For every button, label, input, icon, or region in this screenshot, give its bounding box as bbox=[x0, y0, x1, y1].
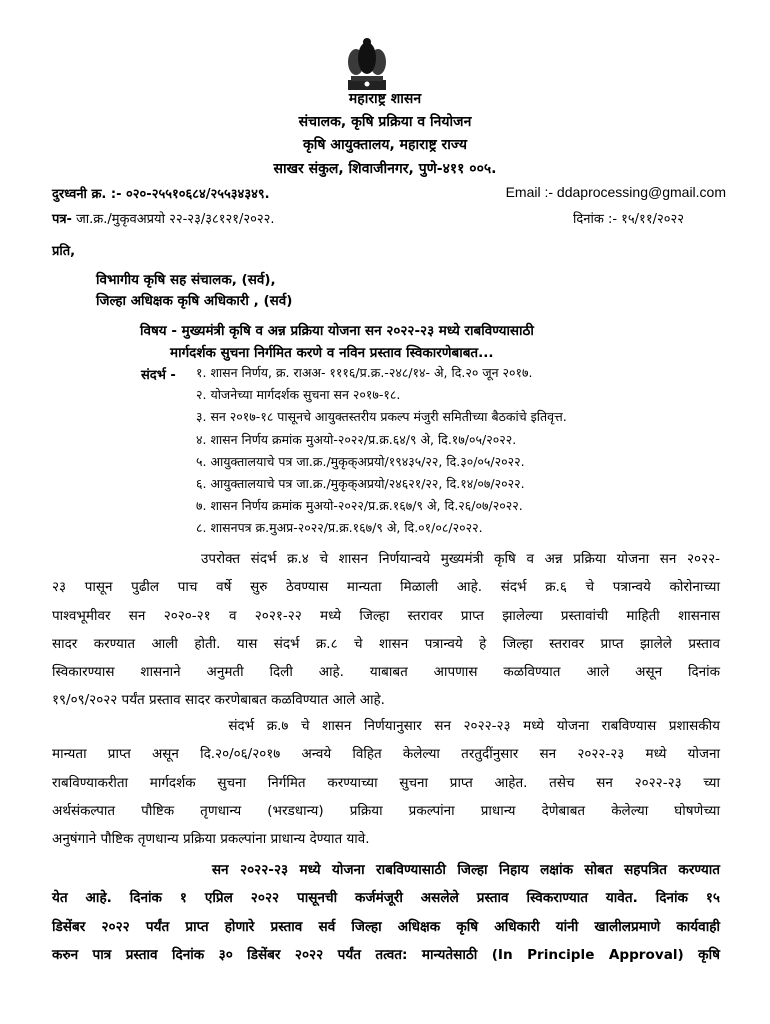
letter-label: पत्र- bbox=[52, 212, 72, 227]
reference-item: ६. आयुक्तालयाचे पत्र जा.क्र./मुकृक्अप्रयो/२४६२१/२२, दि.१४/०७/२०२२. bbox=[196, 475, 525, 491]
reference-item: ४. शासन निर्णय क्रमांक मुअयो-२०२२/प्र.क्र.६४/९ अे, दि.१७/०५/२०२२. bbox=[196, 431, 517, 447]
paragraph-line: अनुषंगाने पौष्टिक तृणधान्य प्रक्रिया प्रकल्पांना प्राधान्य देण्यात यावे. bbox=[52, 831, 370, 848]
letter-number: जा.क्र./मुकृवअप्रयो २२-२३/३८१२१/२०२२. bbox=[71, 212, 275, 227]
reference-item: २. योजनेच्या मार्गदर्शक सुचना सन २०१७-१८. bbox=[196, 387, 401, 403]
addressee-line-1: विभागीय कृषि सह संचालक, (सर्व), bbox=[96, 272, 276, 288]
paragraph-line: स्विकारण्यास शासनाने अनुमती दिली आहे. याबाबत आपणास कळविण्यात आले असून दिनांक bbox=[52, 664, 720, 681]
state-emblem-icon bbox=[342, 36, 392, 92]
to-label: प्रति, bbox=[52, 244, 76, 259]
paragraph-line: २३ पासून पुढील पाच वर्षे सुरु ठेवण्यास मान्यता मिळाली आहे. संदर्भ क्र.६ चे पत्रान्वये कोरोनाच्या bbox=[52, 579, 720, 596]
reference-item: ५. आयुक्तालयाचे पत्र जा.क्र./मुकृक्अप्रयो/१९४३५/२२, दि.३०/०५/२०२२. bbox=[196, 453, 525, 469]
header-line-state: महाराष्ट्र शासन bbox=[348, 91, 422, 107]
subject-line-2: मार्गदर्शक सुचना निर्गमित करणे व नविन प्रस्ताव स्विकारणेबाबत... bbox=[170, 345, 494, 361]
references-label: संदर्भ - bbox=[141, 368, 176, 383]
paragraph-2 bbox=[52, 712, 720, 853]
paragraph-line: डिसेंबर २०२२ पर्यंत प्राप्त होणारे प्रस्ताव सर्व जिल्हा अधिक्षक कृषि अधिकारी यांनी खालीलप्रमाणे कार्यवाही bbox=[52, 918, 720, 935]
subject-line-1: विषय - मुख्यमंत्री कृषि व अन्न प्रक्रिया योजना सन २०२२-२३ मध्ये राबविण्यासाठी bbox=[140, 323, 534, 339]
paragraph-3 bbox=[52, 856, 720, 969]
phone-number: दुरध्वनी क्र. :- ०२०-२५५१०६८४/२५५३४३४९. bbox=[52, 187, 270, 202]
paragraph-line: राबविण्याकरीता मार्गदर्शक सुचना निर्गमित करण्याच्या सुचना प्राप्त आहेत. तसेच सन २०२२-२३ च्या bbox=[52, 774, 720, 791]
paragraph-line: सादर करण्यात आली होती. यास संदर्भ क्र.८ चे शासन पत्रान्वये हे जिल्हा स्तरावर प्राप्त झालेले प्रस्ताव bbox=[52, 635, 720, 652]
reference-item: ३. सन २०१७-१८ पासूनचे आयुक्तस्तरीय प्रकल्प मंजुरी समितीच्या बैठकांचे इतिवृत्त. bbox=[196, 409, 567, 425]
email-address[interactable]: Email :- ddaprocessing@gmail.com bbox=[505, 184, 726, 200]
paragraph-line: सन २०२२-२३ मध्ये योजना राबविण्यासाठी जिल्हा निहाय लक्षांक सोबत सहपत्रित करण्यात bbox=[52, 862, 720, 878]
paragraph-line: करुन पात्र प्रस्ताव दिनांक ३० डिसेंबर २०२२ पर्यंत तत्वत: मान्यतेसाठी (In Principle Approval) कृषि bbox=[52, 946, 720, 963]
paragraph-line: पाश्वभूमीवर सन २०२०-२१ व २०२१-२२ मध्ये जिल्हा स्तरावर प्राप्त झालेल्या प्रस्तावांची माहिती शासनास bbox=[52, 607, 720, 624]
reference-item: ७. शासन निर्णय क्रमांक मुअयो-२०२२/प्र.क्र.१६७/९ अे, दि.२६/०७/२०२२. bbox=[196, 498, 523, 514]
letter-reference-row bbox=[52, 209, 732, 227]
letter-date: दिनांक :- १५/११/२०२२ bbox=[572, 212, 684, 227]
paragraph-1 bbox=[52, 545, 720, 715]
contact-row bbox=[52, 184, 732, 202]
references-list bbox=[196, 362, 567, 540]
addressee-line-2: जिल्हा अधिक्षक कृषि अधिकारी , (सर्व) bbox=[96, 293, 293, 309]
header-line-office: संचालक, कृषि प्रक्रिया व नियोजन bbox=[298, 114, 472, 130]
paragraph-line: १९/०९/२०२२ पर्यंत प्रस्ताव सादर करणेबाबत कळविण्यात आले आहे. bbox=[52, 692, 385, 709]
paragraph-line: मान्यता प्राप्त असून दि.२०/०६/२०१७ अन्वये विहित केलेल्या तरतुदींनुसार सन २०२२-२३ मध्ये योजना bbox=[52, 746, 720, 763]
reference-item: १. शासन निर्णय, क्र. राअअ- १११६/प्र.क्र.-२४८/१४- अे, दि.२० जून २०१७. bbox=[196, 365, 533, 380]
paragraph-line: संदर्भ क्र.७ चे शासन निर्णयानुसार सन २०२२-२३ मध्ये योजना राबविण्यास प्रशासकीय bbox=[52, 718, 720, 734]
header-line-commissionerate: कृषि आयुक्तालय, महाराष्ट्र राज्य bbox=[303, 137, 467, 153]
header-line-address: साखर संकुल, शिवाजीनगर, पुणे-४११ ००५. bbox=[273, 161, 497, 177]
reference-item: ८. शासनपत्र क्र.मुअप्र-२०२२/प्र.क्र.१६७/९ अे, दि.०१/०८/२०२२. bbox=[196, 520, 483, 536]
paragraph-line: येत आहे. दिनांक १ एप्रिल २०२२ पासूनची कर्जमंजूरी असलेले प्रस्ताव स्विकराण्यात यावेत. दिनांक १५ bbox=[52, 890, 720, 907]
paragraph-line: अर्थसंकल्पात पौष्टिक तृणधान्य (भरडधान्य) प्रक्रिया प्रकल्पांना प्राधान्य देणेबाबत केलेल्या घोषणेच्या bbox=[52, 802, 720, 819]
paragraph-line: उपरोक्त संदर्भ क्र.४ चे शासन निर्णयान्वये मुख्यमंत्री कृषि व अन्न प्रक्रिया योजना सन २०२२- bbox=[52, 551, 720, 567]
